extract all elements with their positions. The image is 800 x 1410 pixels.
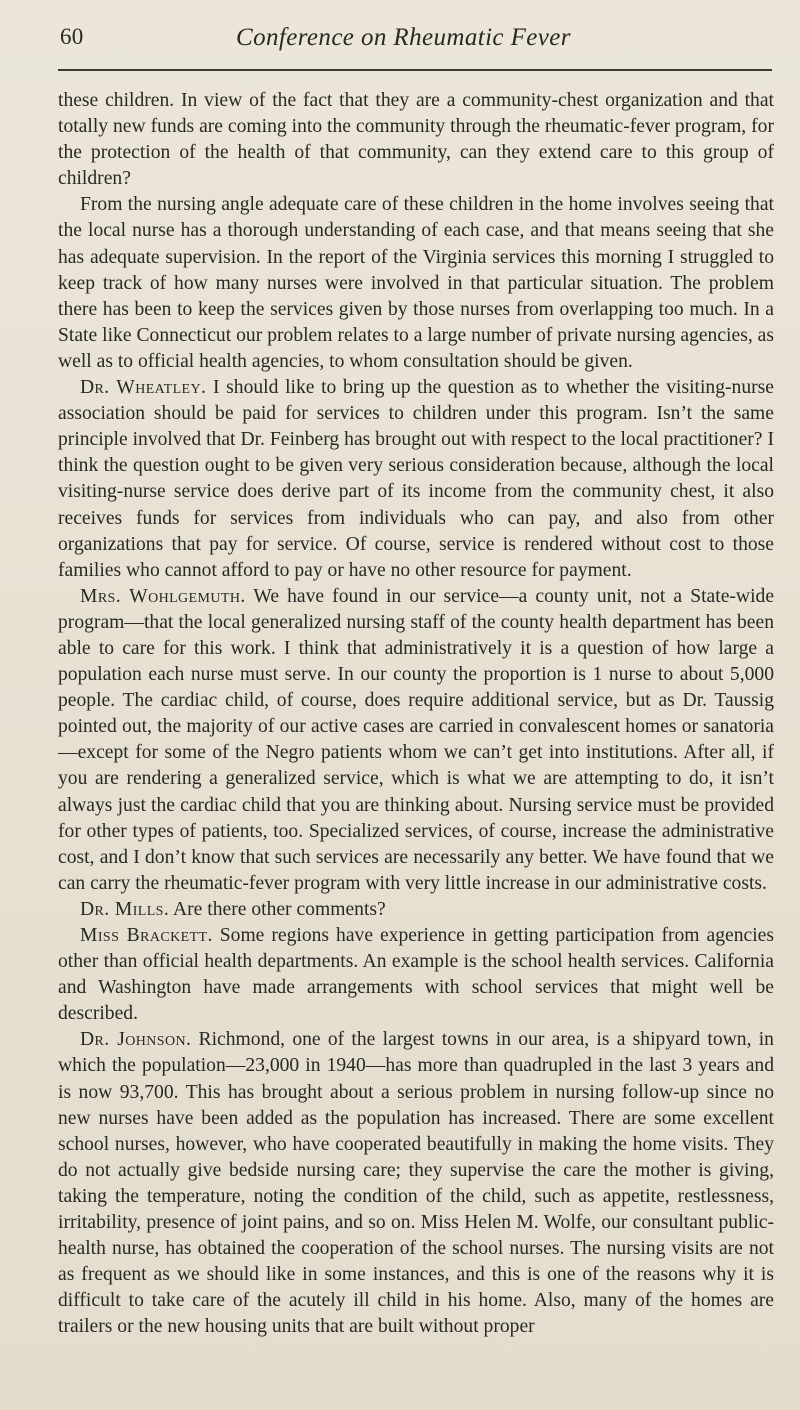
paragraph-text: Richmond, one of the largest towns in our area, is a shipyard town, in which the population—23,000 in 1940—has more than quadrupled in the last 3 years and is now 93,700. This has brought about a serious problem in nursing follow-up since no new nurses have been added as the population has increased. There are some excellent school nurses, however, who have cooperated beautifully in making the home visits. They do not actually give bedside nursing care; they supervise the care the mother is giving, taking the temperature, noting the condition of the child, such as appetite, restlessness, irritability, presence of joint pains, and so on. Miss Helen M. Wolfe, our consultant public-health nurse, has obtained the cooperation of the school nurses. The nursing visits are not as frequent as we should like in some instances, and this is one of the reasons why it is difficult to take care of the acutely ill child in his home. Also, many of the homes are trailers or the new housing units that are built without proper <box>58 1029 774 1338</box>
paragraph <box>58 88 774 192</box>
speaker-name: Dr. Mills. <box>80 898 170 920</box>
paragraph-text: From the nursing angle adequate care of these children in the home involves seeing that the local nurse has a thorough understanding of each case, and that means seeing that she has adequate supervision. In the report of the Virginia services this morning I struggled to keep track of how many nurses were involved in that particular situation. The problem there has been to keep the services given by those nurses from overlapping too much. In a State like Connecticut our problem relates to a large number of private nursing agencies, as well as to official health agencies, to whom consultation should be given. <box>58 194 774 372</box>
header-rule <box>58 69 772 71</box>
paragraph <box>58 923 774 1027</box>
paragraph <box>58 375 774 584</box>
paragraph-text: Some regions have experience in getting participation from agencies other than official health departments. An example is the school health services. California and Washington have made arrangements with school services that might well be described. <box>58 925 774 1025</box>
page-number: 60 <box>60 24 84 49</box>
speaker-name: Dr. Johnson. <box>80 1029 192 1051</box>
page-header <box>58 20 770 60</box>
paragraph-text: these children. In view of the fact that they are a community-chest organization and that totally new funds are coming into the community through the rheumatic-fever program, for the protection of the health of that community, can they extend care to this group of children? <box>58 90 774 190</box>
paragraph <box>58 897 774 923</box>
paragraph-text: Are there other comments? <box>173 898 386 920</box>
paragraph <box>58 1027 774 1340</box>
paragraph-text: We have found in our service—a county unit, not a State-wide program—that the local generalized nursing staff of the county health department has been able to care for this work. I think that administratively it is a question of how large a population each nurse must serve. In our county the proportion is 1 nurse to about 5,000 people. The cardiac child, of course, does require additional service, but as Dr. Taussig pointed out, the majority of our active cases are carried in convalescent homes or sanatoria—except for some of the Negro patients whom we can’t get into institutions. After all, if you are rendering a generalized service, which is what we are attempting to do, it isn’t always just the cardiac child that you are thinking about. Nursing service must be provided for other types of patients, too. Specialized services, of course, increase the administrative cost, and I don’t know that such services are necessarily any better. We have found that we can carry the rheumatic-fever program with very little increase in our administrative costs. <box>58 585 775 894</box>
paragraph <box>58 584 774 897</box>
running-title: Conference on Rheumatic Fever <box>236 24 571 51</box>
paragraph-text: I should like to bring up the question as to whether the visiting-nurse association should be paid for services to children under this program. Isn’t the same principle involved that Dr. Feinberg has brought out with respect to the local practitioner? I think the question ought to be given very serious consideration because, although the local visiting-nurse service does derive part of its income from the community chest, it also receives funds for services from individuals who can pay, and also from other organizations that pay for service. Of course, service is rendered without cost to those families who cannot afford to pay or have no other resource for payment. <box>58 377 774 581</box>
speaker-name: Dr. Wheatley. <box>80 377 207 399</box>
speaker-name: Miss Brackett. <box>80 925 213 946</box>
body-text <box>58 88 774 1341</box>
paragraph <box>58 192 774 375</box>
speaker-name: Mrs. Wohlgemuth. <box>80 585 246 607</box>
